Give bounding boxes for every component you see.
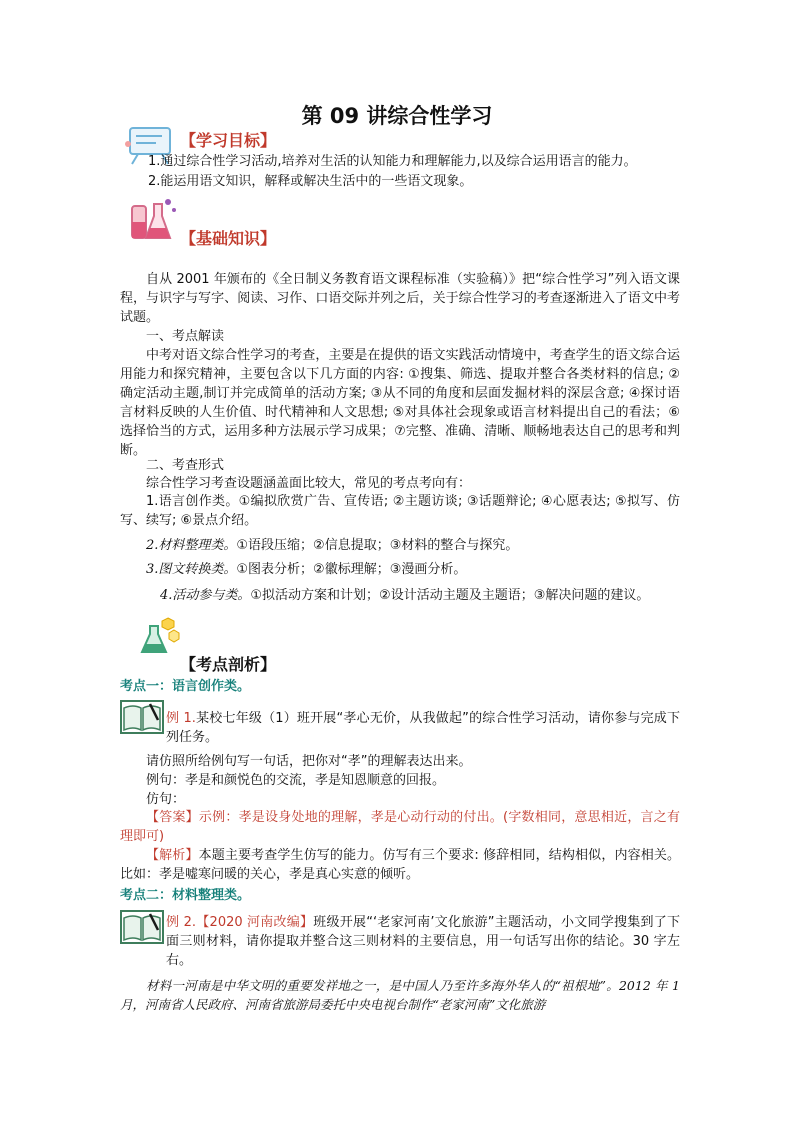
analysis-label: 【解析】 — [146, 848, 199, 863]
type-2-head: 2.材料整理类。 — [146, 538, 237, 553]
type-image-text — [146, 560, 466, 579]
exam-forms-intro: 综合性学习考查设题涵盖面比较大，常见的考点考向有： — [146, 476, 472, 491]
example-1-text: 某校七年级（1）班开展“孝心无价，从我做起”的综合性学习活动，请你参与完成下列任务。 — [166, 711, 680, 745]
example-1-sample-sentence: 例句：孝是和颜悦色的交流，孝是知恩顺意的回报。 — [146, 773, 446, 788]
example-2-label: 例 2. — [166, 915, 197, 930]
example-2-source: 【2020 河南改编】 — [196, 915, 314, 930]
example-1-imitate-line: 仿句： — [146, 792, 186, 807]
example-2-text: 班级开展“‘老家河南’文化旅游”主题活动，小文同学搜集到了下面三则材料，请你提取并整合这三则材料的主要信息，用一句话写出你的结论。30 字左右。 — [166, 915, 680, 968]
example-1-label: 例 1. — [166, 711, 196, 726]
example-2-question — [166, 913, 680, 970]
goal-item-1: 1.通过综合性学习活动,培养对生活的认知能力和理解能力,以及综合运用语言的能力。 — [148, 154, 637, 169]
answer-text: 示例：孝是设身处地的理解，孝是心动行动的付出。(字数相同，意思相近，言之有理即可) — [120, 810, 680, 844]
heading-exam-points: 一、考点解读 — [146, 329, 225, 344]
type-2-body: ①语段压缩；②信息提取；③材料的整合与探究。 — [236, 538, 519, 553]
basics-section-label: 【基础知识】 — [180, 229, 277, 248]
page-title: 第 09 讲综合性学习 — [301, 104, 493, 128]
example-1-question — [166, 709, 680, 747]
example-1-task: 请仿照所给例句写一句话，把你对“孝”的理解表达出来。 — [146, 754, 472, 769]
goals-section-label: 【学习目标】 — [180, 131, 277, 150]
open-book-icon-2 — [120, 910, 164, 944]
type-4-body: ①拟活动方案和计划；②设计活动主题及主题语；③解决问题的建议。 — [250, 588, 650, 603]
intro-paragraph: 自从 2001 年颁布的《全日制义务教育语文课程标准（实验稿）》把“综合性学习”列入语文课程，与识字与写字、阅读、习作、口语交际并列之后，关于综合性学习的考查逐渐进入了语文中考试题。 — [120, 272, 680, 325]
goal-item-2: 2.能运用语文知识，解释或解决生活中的一些语文现象。 — [148, 174, 473, 189]
type-3-head: 3.图文转换类。 — [146, 562, 237, 577]
answer-label: 【答案】 — [146, 810, 199, 825]
open-book-icon — [120, 700, 164, 734]
heading-exam-forms: 二、考查形式 — [146, 458, 225, 473]
type-3-body: ①图表分析；②徽标理解；③漫画分析。 — [236, 562, 467, 577]
type-language-creation: 1.语言创作类。①编拟欣赏广告、宣传语; ②主题访谈; ③话题辩论; ④心愿表达; ⑤拟写、仿写、续写; ⑥景点介绍。 — [120, 494, 680, 528]
key-point-2-heading: 考点二：材料整理类。 — [120, 888, 251, 903]
analysis-text: 本题主要考查学生仿写的能力。仿写有三个要求: 修辞相同，结构相似，内容相关。比如：孝是嘘寒问暖的关心，孝是真心实意的倾听。 — [120, 848, 680, 882]
example-2-material: 材料一河南是中华文明的重要发祥地之一，是中国人乃至许多海外华人的“祖根地”。2012 年 1 月，河南省人民政府、河南省旅游局委托中央电视台制作“老家河南”文化旅游 — [120, 978, 680, 1012]
molecule-flask-icon — [136, 612, 180, 658]
analysis-section-label: 【考点剖析】 — [180, 655, 277, 674]
example-1-analysis — [120, 846, 680, 884]
type-material-organizing — [146, 536, 518, 555]
type-4-head: 4.活动参与类。 — [160, 588, 251, 603]
type-activity-participation — [120, 586, 680, 605]
key-point-1-heading: 考点一：语言创作类。 — [120, 679, 251, 694]
example-1-answer — [120, 808, 680, 846]
exam-points-paragraph: 中考对语文综合性学习的考查，主要是在提供的语文实践活动情境中，考查学生的语文综合运用能力和探究精神，主要包含以下几方面的内容: ①搜集、筛选、提取并整合各类材料的信息; ②确定活动主题,制订并完成简单的活动方案; ③从不同的角度和层面发掘材料的深层含意; ④探讨语言材料反映的人生价值、时代精神和人文思想; ⑤对具体社会现象或语言材料提出自己的看法；⑥选择恰当的方式，运用多种方法展示学习成果；⑦完整、准确、清晰、顺畅地表达自己的思考和判断。 — [120, 348, 680, 458]
lab-flask-icon — [124, 196, 180, 248]
